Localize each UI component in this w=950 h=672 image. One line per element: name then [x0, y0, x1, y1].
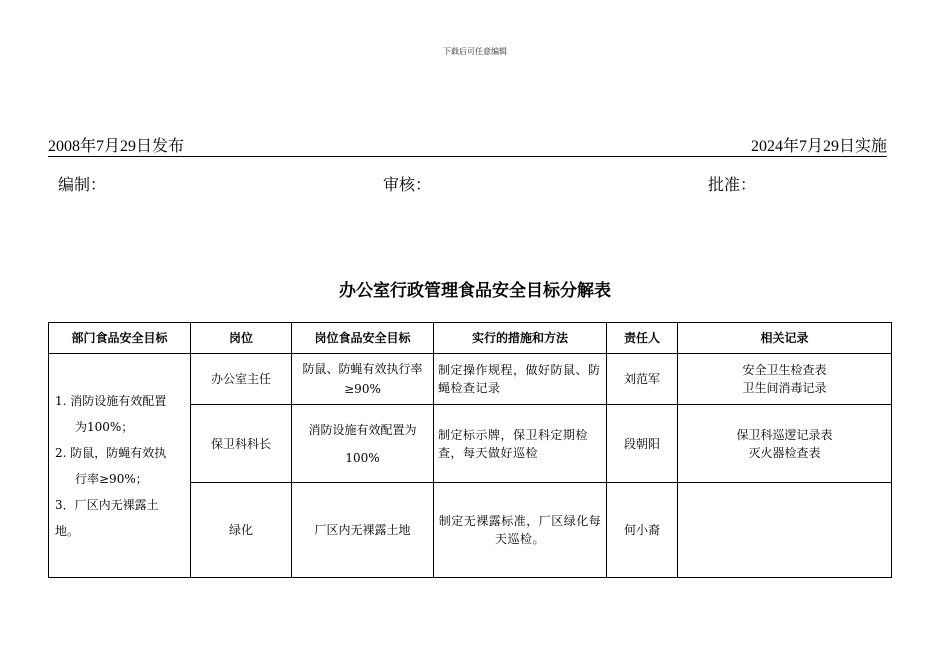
department-goal-line: 行率≥90%； [75, 471, 148, 486]
post-cell: 绿化 [191, 483, 292, 578]
post-cell: 保卫科科长 [191, 405, 292, 483]
header-note: 下载后可任意编辑 [443, 47, 507, 56]
owner-cell: 段朝阳 [607, 405, 678, 483]
column-header: 实行的措施和方法 [434, 323, 607, 354]
measures-cell: 制定标示牌，保卫科定期检查，每天做好巡检 [434, 405, 607, 483]
effective-date: 2024年7月29日实施 [750, 138, 887, 155]
column-header: 相关记录 [678, 323, 892, 354]
table-header-row [49, 323, 892, 354]
column-header: 责任人 [607, 323, 678, 354]
records-cell [678, 405, 892, 483]
records-cell [678, 354, 892, 405]
department-goal-line: 1. 消防设施有效配置 [55, 393, 167, 408]
record-item: 灭火器检查表 [748, 445, 821, 460]
department-goal-line: 2. 防鼠，防蝇有效执 [55, 445, 167, 460]
department-goal-line: 为100%； [75, 419, 134, 434]
post-goal-cell: 消防设施有效配置为100% [292, 405, 434, 483]
post-cell: 办公室主任 [191, 354, 292, 405]
table-row [49, 354, 892, 405]
document-title: 办公室行政管理食品安全目标分解表 [339, 281, 611, 301]
column-header: 岗位食品安全目标 [292, 323, 434, 354]
column-header: 岗位 [191, 323, 292, 354]
post-goal-cell: 厂区内无裸露土地 [292, 483, 434, 578]
record-item: 安全卫生检查表 [742, 363, 827, 377]
column-header: 部门食品安全目标 [49, 323, 191, 354]
compiled-by-label: 编制： [58, 175, 107, 194]
record-item: 保卫科巡逻记录表 [736, 427, 833, 442]
published-date: 2008年7月29日发布 [48, 138, 185, 155]
owner-cell: 何小裔 [607, 483, 678, 578]
measures-cell: 制定操作规程，做好防鼠、防蝇检查记录 [434, 354, 607, 405]
measures-cell: 制定无裸露标准，厂区绿化每天巡检。 [434, 483, 607, 578]
approved-by-label: 批准： [708, 175, 757, 194]
signoff-row [58, 172, 878, 194]
post-goal-cell: 防鼠、防蝇有效执行率≥90% [292, 354, 434, 405]
record-item: 卫生间消毒记录 [742, 381, 827, 395]
department-goal-line: 3．厂区内无裸露土 [55, 497, 159, 512]
records-cell [678, 483, 892, 578]
department-goal-line: 地。 [55, 523, 80, 538]
department-goal-cell [49, 354, 191, 578]
food-safety-goal-table [48, 322, 892, 578]
owner-cell: 刘范军 [607, 354, 678, 405]
release-date-line [48, 136, 887, 157]
reviewed-by-label: 审核： [383, 175, 432, 194]
